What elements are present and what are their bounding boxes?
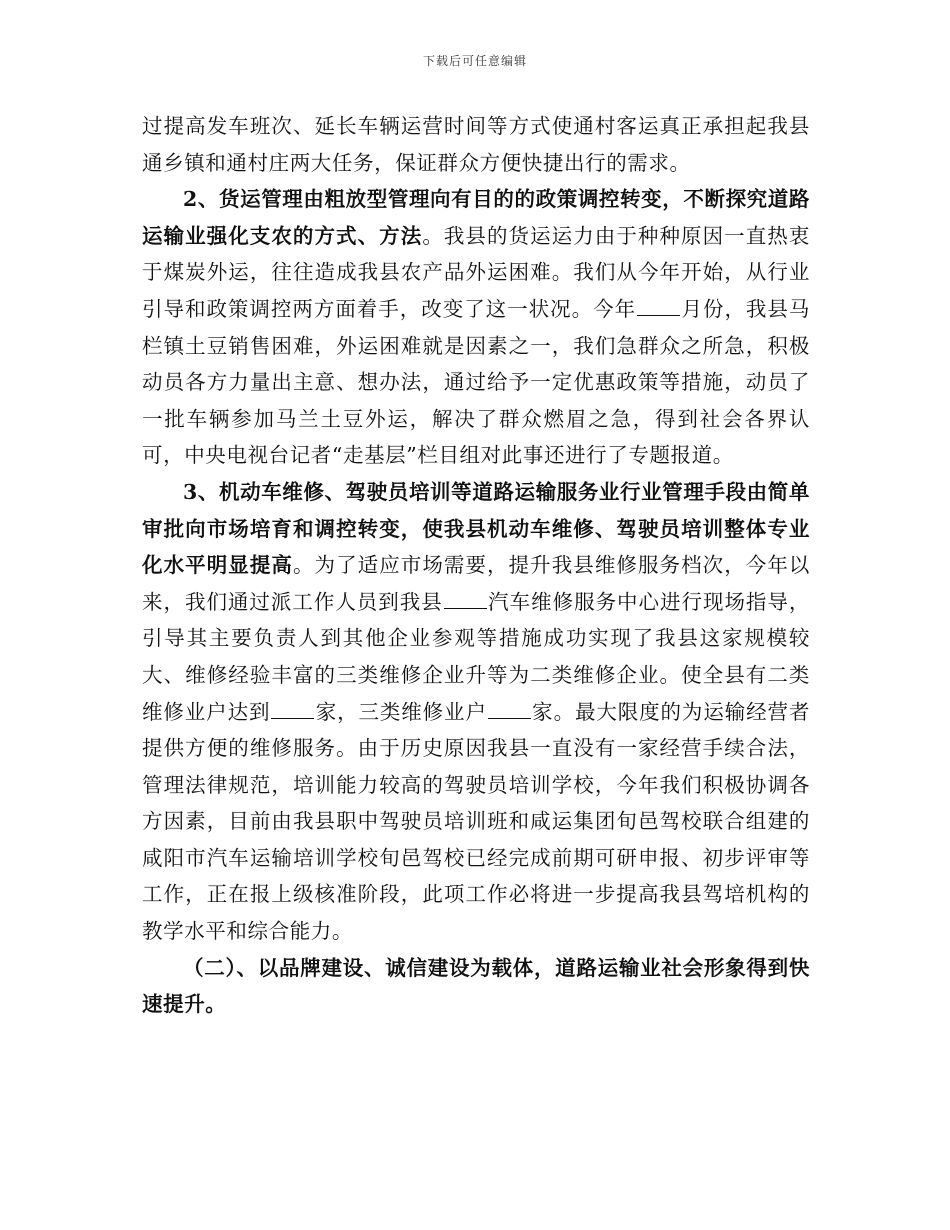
section-heading-brand-building [142,950,810,1023]
paragraph-text: 过提高发车班次、延长车辆运营时间等方式使通村客运真正承担起我县通乡镇和通村庄两大任务，保证群众方便快捷出行的需求。 [142,114,810,175]
fill-in-blank [488,698,531,718]
document-body [142,108,810,1023]
paragraph-text: 汽车维修服务中心进行现场指导，引导其主要负责人到其他企业参观等措施成功实现了我县这家规模较大、维修经验丰富的三类维修企业升等为二类维修企业。使全县有二类维修业户达到 [142,589,810,724]
paragraph-text: 月份，我县马栏镇土豆销售困难，外运困难就是因素之一，我们急群众之所急，积极动员各方力量出主意、想办法，通过给予一定优惠政策等措施，动员了一批车辆参加马兰土豆外运，解决了群众燃眉之急，得到社会各界认可，中央电视台记者“走基层”栏目组对此事还进行了专题报道。 [142,296,810,468]
paragraph-heading: 3、机动车维修、驾驶员培训等道路运输服务业行业管理手段由简单审批向市场培育和调控转变，使我县机动车维修、驾驶员培训整体专业化水平明显提高 [142,479,810,578]
paragraph-text: 。为了适应市场需要，提升我县维修服务档次，今年以来，我们通过派工作人员到我县 [142,553,811,614]
paragraph-freight-management [142,181,810,474]
paragraph-continuation [142,108,810,181]
fill-in-blank [271,698,314,718]
paragraph-text: 。我县的货运运力由于种种原因一直热衷于煤炭外运，往往造成我县农产品外运困难。我们从今年开始，从行业引导和政策调控两方面着手，改变了这一状况。今年 [142,223,810,321]
section-heading-text: （二）、以品牌建设、诚信建设为载体，道路运输业社会形象得到快速提升。 [142,955,810,1017]
paragraph-heading: 2、货运管理由粗放型管理向有目的的政策调控转变，不断探究道路运输业强化支农的方式、方法 [142,187,810,248]
paragraph-vehicle-repair-training [142,474,810,950]
paragraph-text: 家。最大限度的为运输经营者提供方便的维修服务。由于历史原因我县一直没有一家经营手续合法，管理法律规范，培训能力较高的驾驶员培训学校，今年我们积极协调各方因素，目前由我县职中驾驶员培训班和咸运集团旬邑驾校联合组建的咸阳市汽车运输培训学校旬邑驾校已经完成前期可研申报、初步评审等工作，正在报上级核准阶段，此项工作必将进一步提高我县驾培机构的教学水平和综合能力。 [142,699,810,944]
page-header: 下载后可任意编辑 [422,54,527,68]
fill-in-blank [444,588,487,608]
paragraph-text: 家，三类维修业户 [315,699,487,724]
fill-in-blank [637,296,680,316]
